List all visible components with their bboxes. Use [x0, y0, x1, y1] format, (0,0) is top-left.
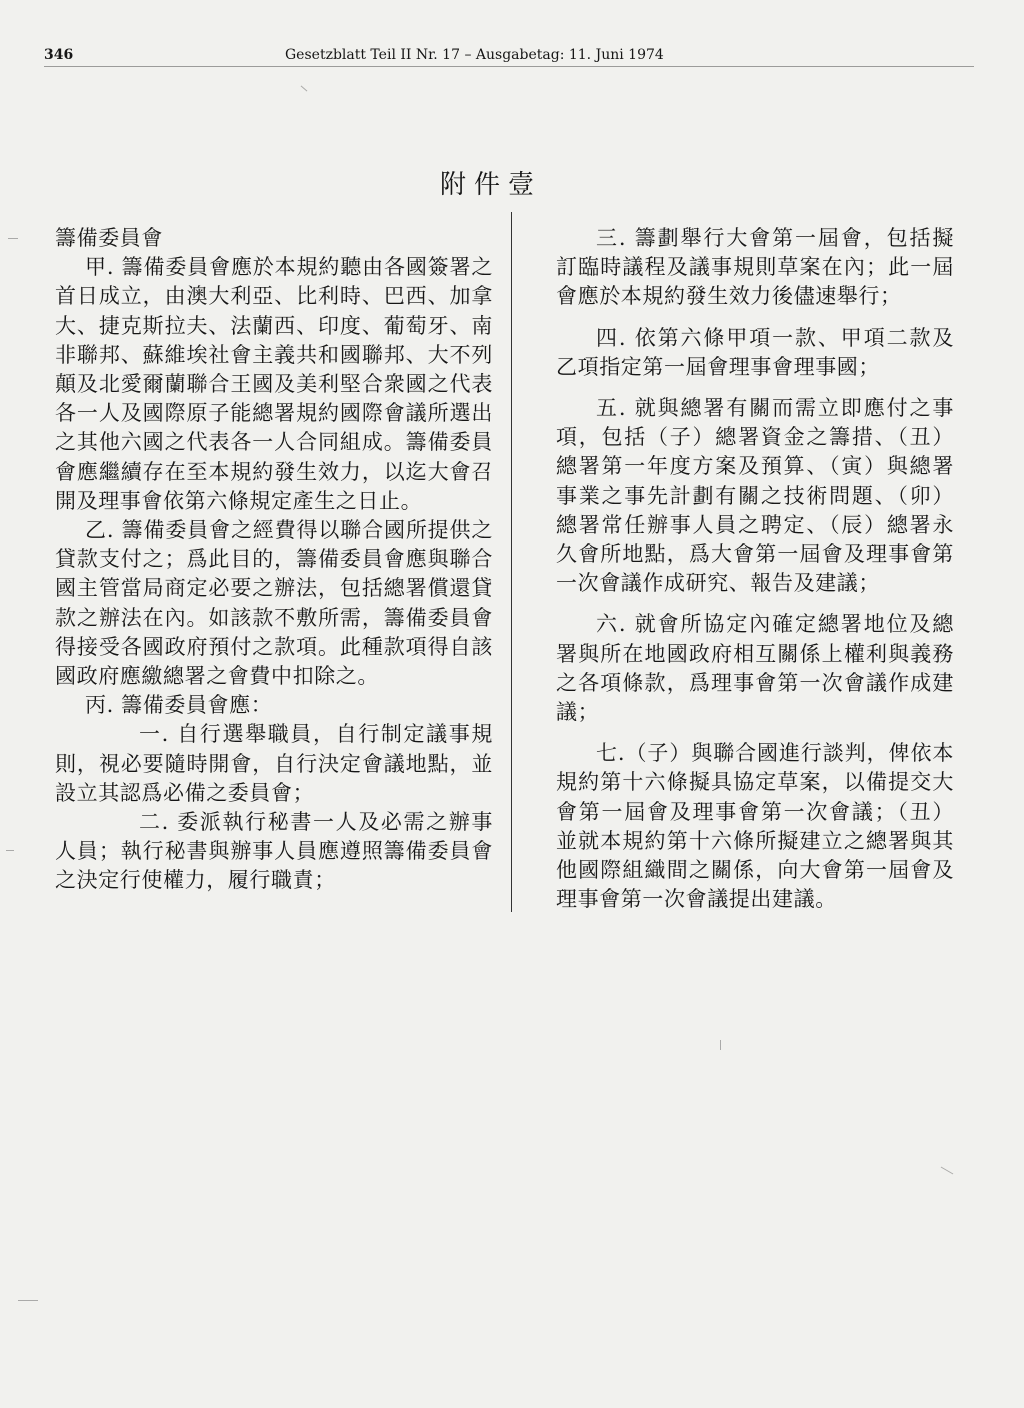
paragraph-6: 六. 就會所協定內確定總署地位及總署與所在地國政府相互關係上權利與義務之各項條款，爲理事會第一次會議作成建議；	[556, 612, 954, 725]
running-header: Gesetzblatt Teil II Nr. 17 – Ausgabetag: 11. Juni 1974	[285, 47, 664, 63]
annex-title: 附件壹	[440, 170, 543, 200]
scan-speck	[8, 238, 18, 239]
paragraph-bing: 丙. 籌備委員會應：	[85, 693, 273, 718]
paragraph-5: 五. 就與總署有關而需立即應付之事項，包括（子）總署資金之籌措、（丑）總署第一年度方案及預算、（寅）與總署事業之事先計劃有關之技術問題、（卯）總署常任辦事人員之聘定、（辰）總署永久會所地點，爲大會第一屆會及理事會第一次會議作成研究、報告及建議；	[556, 396, 954, 596]
paragraph-yi: 乙. 籌備委員會之經費得以聯合國所提供之貸款支付之；爲此目的，籌備委員會應與聯合國主管當局商定必要之辦法，包括總署償還貸款之辦法在內。如該款不敷所需，籌備委員會得接受各國政府預付之款項。此種款項得自該國政府應繳總署之會費中扣除之。	[55, 518, 493, 689]
right-column	[556, 224, 954, 926]
scan-speck	[941, 1167, 954, 1175]
scan-speck	[720, 1040, 721, 1050]
header-rule	[44, 66, 974, 67]
paragraph-4: 四. 依第六條甲項一款、甲項二款及乙項指定第一屆會理事會理事國；	[556, 325, 954, 379]
left-column	[55, 224, 493, 896]
sub-item-2: 二. 委派執行秘書一人及必需之辦事人員；執行秘書與辦事人員應遵照籌備委員會之決定行使權力，履行職責；	[55, 810, 493, 893]
paragraph-7: 七.（子）與聯合國進行談判，俾依本規約第十六條擬具協定草案，以備提交大會第一屆會及理事會第一次會議；（丑）並就本規約第十六條所擬建立之總署與其他國際組織間之關係，向大會第一屆會及理事會第一次會議提出建議。	[556, 741, 954, 912]
section-heading: 籌備委員會	[55, 226, 163, 250]
page-number: 346	[44, 47, 74, 63]
scan-speck	[18, 1300, 38, 1301]
paragraph-3: 三. 籌劃舉行大會第一屆會，包括擬訂臨時議程及議事規則草案在內；此一屆會應於本規約發生效力後儘速舉行；	[556, 226, 954, 309]
sub-item-1: 一. 自行選舉職員，自行制定議事規則，視必要隨時開會，自行決定會議地點，並設立其認爲必備之委員會；	[55, 722, 493, 805]
scan-speck	[301, 86, 308, 92]
column-divider	[511, 212, 512, 912]
paragraph-jia: 甲. 籌備委員會應於本規約聽由各國簽署之首日成立，由澳大利亞、比利時、巴西、加拿大、捷克斯拉夫、法蘭西、印度、葡萄牙、南非聯邦、蘇維埃社會主義共和國聯邦、大不列顛及北愛爾蘭聯合王國及美利堅合衆國之代表各一人及國際原子能總署規約國際會議所選出之其他六國之代表各一人合同組成。籌備委員會應繼續存在至本規約發生效力，以迄大會召開及理事會依第六條規定產生之日止。	[55, 255, 493, 513]
scan-speck	[6, 850, 14, 851]
